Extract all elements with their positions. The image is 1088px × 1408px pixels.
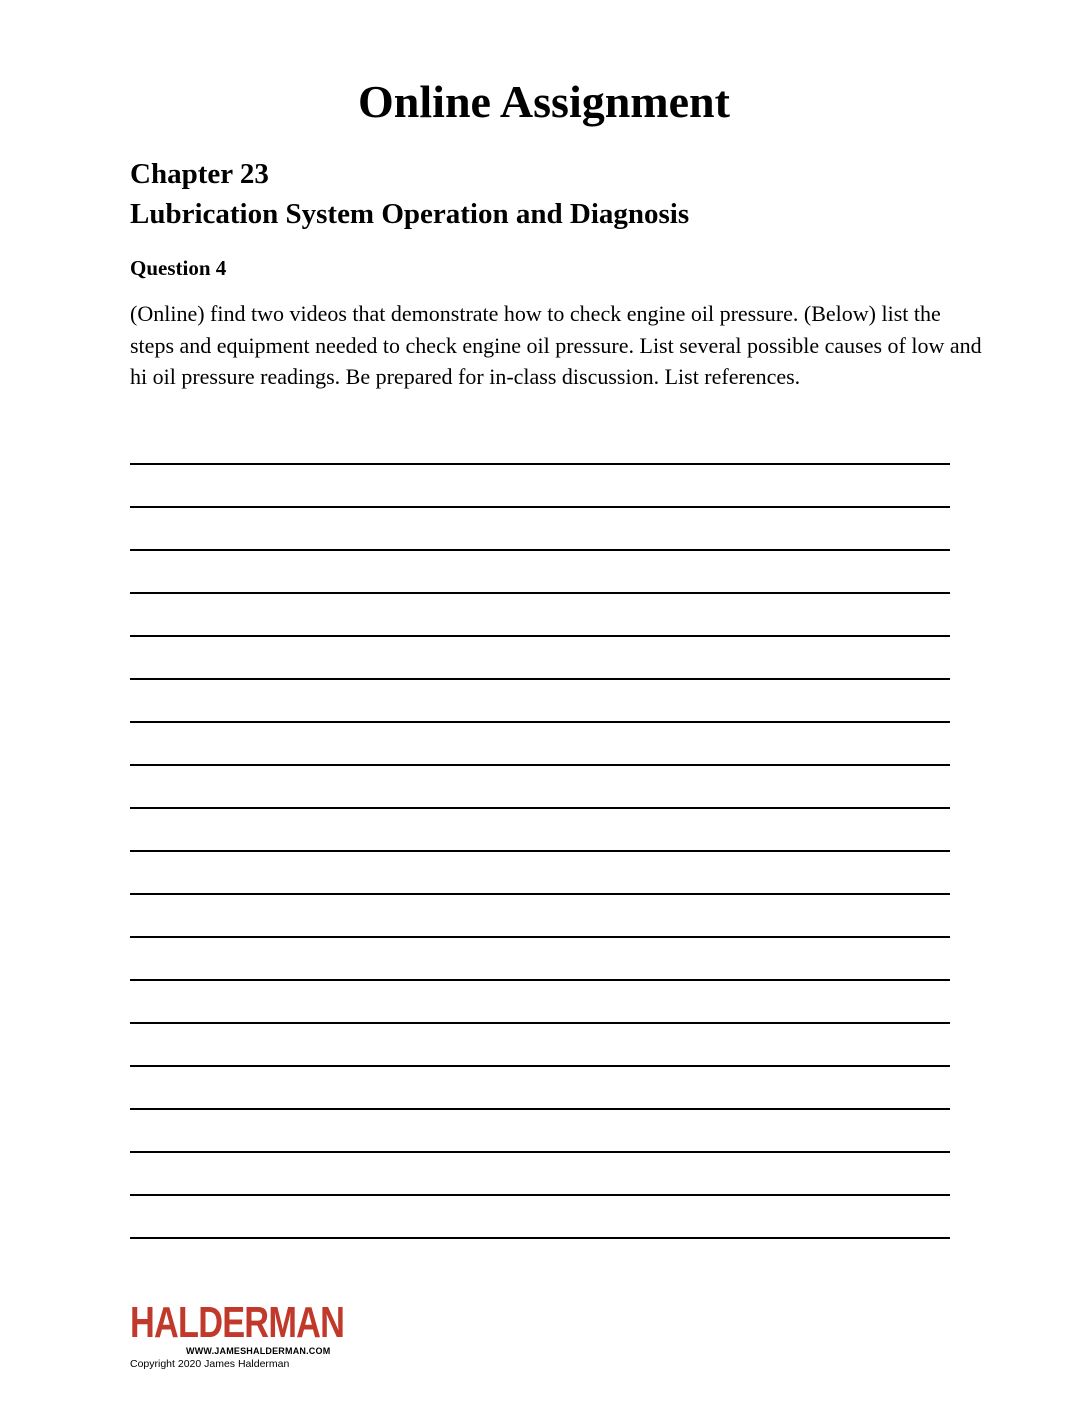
answer-line — [130, 635, 950, 678]
answer-line — [130, 678, 950, 721]
answer-line — [130, 1194, 950, 1237]
question-label: Question 4 — [130, 256, 227, 280]
answer-line — [130, 893, 950, 936]
answer-line — [130, 506, 950, 549]
answer-lines — [130, 463, 950, 1280]
chapter-title: Lubrication System Operation and Diagnosis — [130, 198, 690, 230]
question-prompt: (Online) find two videos that demonstrate how to check engine oil pressure. (Below) list the steps and equipment needed to check engine oil pressure. List several possible causes of low and hi oil pressure readings. Be prepared for in-class discussion. List references. — [130, 301, 982, 389]
answer-line — [130, 1022, 950, 1065]
answer-line — [130, 807, 950, 850]
answer-line — [130, 721, 950, 764]
answer-line — [130, 1151, 950, 1194]
answer-line — [130, 850, 950, 893]
website-text: WWW.JAMESHALDERMAN.COM — [186, 1346, 331, 1356]
page-title: Online Assignment — [358, 76, 730, 127]
answer-line — [130, 936, 950, 979]
answer-line — [130, 764, 950, 807]
answer-line — [130, 1108, 950, 1151]
chapter-heading: Chapter 23 — [130, 158, 269, 190]
copyright-text: Copyright 2020 James Halderman — [130, 1358, 290, 1370]
answer-line — [130, 549, 950, 592]
answer-line — [130, 1065, 950, 1108]
halderman-logo: HALDERMAN — [130, 1298, 345, 1347]
answer-line — [130, 1237, 950, 1280]
answer-line — [130, 592, 950, 635]
footer — [130, 1300, 370, 1371]
answer-line — [130, 463, 950, 506]
answer-line — [130, 979, 950, 1022]
